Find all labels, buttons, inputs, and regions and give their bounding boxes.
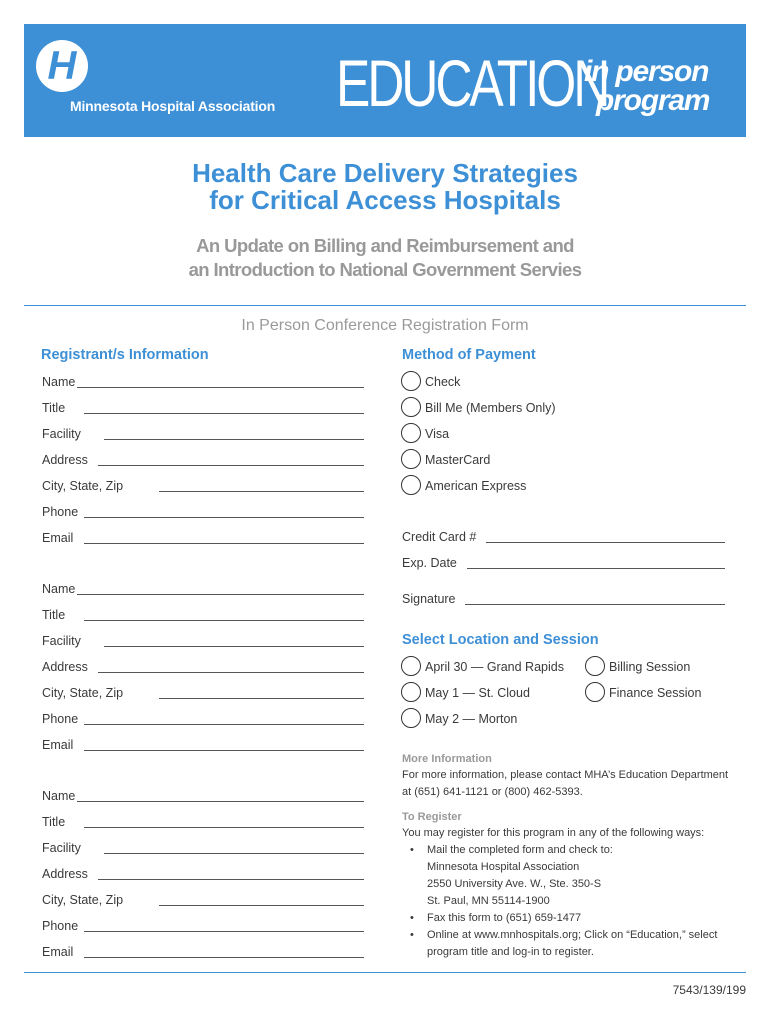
header-banner (24, 24, 746, 137)
exp-date-field[interactable] (467, 568, 725, 569)
payment-option-label: American Express (425, 479, 527, 493)
bullet-icon: • (410, 912, 414, 924)
program-wordmark: program (596, 84, 710, 117)
more-info-line-1: For more information, please contact MHA’s Education Department (402, 769, 729, 781)
registrant-1-address-label: Address (42, 453, 88, 467)
location-option-label: May 2 — Morton (425, 712, 518, 726)
registrant-1-address-field[interactable] (98, 465, 364, 466)
session-option-label: Billing Session (609, 660, 691, 674)
registrant-2-title-field[interactable] (84, 620, 364, 621)
register-address-line-1: Minnesota Hospital Association (427, 861, 580, 873)
registrant-3-facility-field[interactable] (104, 853, 364, 854)
registrant-3-title-label: Title (42, 815, 66, 829)
registrant-1-city-state-zip-field[interactable] (159, 491, 364, 492)
registrant-2-address-field[interactable] (98, 672, 364, 673)
more-info-line-2: at (651) 641-1121 or (800) 462-5393. (402, 786, 583, 798)
register-fax: Fax this form to (651) 659-1477 (427, 912, 582, 924)
signature-field[interactable] (465, 604, 725, 605)
registrant-3-address-field[interactable] (98, 879, 364, 880)
registrant-3-phone-field[interactable] (84, 931, 364, 932)
registrant-1-facility-label: Facility (42, 427, 81, 441)
bullet-icon: • (410, 929, 414, 941)
registrant-2-title-label: Title (42, 608, 66, 622)
credit-card-field[interactable] (486, 542, 725, 543)
registrant-2-email-field[interactable] (84, 750, 364, 751)
register-online-line-2: program title and log-in to register. (427, 946, 594, 958)
payment-option-label: MasterCard (425, 453, 491, 467)
registrant-2-city-state-zip-field[interactable] (159, 698, 364, 699)
registrant-1-title-label: Title (42, 401, 66, 415)
location-heading: Select Location and Session (402, 632, 599, 648)
in-person-wordmark: in person (584, 55, 709, 88)
payment-mastercard-radio[interactable] (401, 449, 421, 469)
registrant-3-address-label: Address (42, 867, 88, 881)
more-info-heading: More Information (402, 753, 492, 765)
org-name: Minnesota Hospital Association (70, 98, 276, 114)
document-number: 7543/139/199 (672, 983, 746, 997)
payment-option-label: Visa (425, 427, 450, 441)
registrant-3-name-label: Name (42, 789, 76, 803)
education-wordmark: EDUCATION (336, 46, 608, 120)
registrant-1-name-label: Name (42, 375, 76, 389)
payment-visa-radio[interactable] (401, 423, 421, 443)
registrant-3-email-field[interactable] (84, 957, 364, 958)
location-radio-2[interactable] (401, 682, 421, 702)
payment-american-express-radio[interactable] (401, 475, 421, 495)
session-option-label: Finance Session (609, 686, 702, 700)
register-heading: To Register (402, 811, 462, 823)
subtitle-line-2: an Introduction to National Government Servies (188, 259, 582, 280)
registrant-3-email-label: Email (42, 945, 74, 959)
registrant-3-city-state-zip-label: City, State, Zip (42, 893, 124, 907)
registrant-1-phone-label: Phone (42, 505, 79, 519)
signature-label: Signature (402, 592, 456, 606)
register-address-line-2: 2550 University Ave. W., Ste. 350-S (427, 878, 602, 890)
registrant-1-facility-field[interactable] (104, 439, 364, 440)
registrant-3-phone-label: Phone (42, 919, 79, 933)
registrant-1-email-field[interactable] (84, 543, 364, 544)
registrant-3-facility-label: Facility (42, 841, 81, 855)
bullet-icon: • (410, 844, 414, 856)
register-online-line-1: Online at www.mnhospitals.org; Click on “Education,” select (427, 929, 718, 941)
mha-logo-icon: H (36, 40, 88, 92)
registrant-2-city-state-zip-label: City, State, Zip (42, 686, 124, 700)
register-address-line-3: St. Paul, MN 55114-1900 (427, 895, 550, 907)
form-title: In Person Conference Registration Form (241, 317, 529, 334)
registrant-1-name-field[interactable] (77, 387, 364, 388)
registrants-heading: Registrant/s Information (41, 347, 209, 363)
registrant-1-email-label: Email (42, 531, 74, 545)
registrant-2-facility-field[interactable] (104, 646, 364, 647)
registrant-2-facility-label: Facility (42, 634, 81, 648)
registrant-2-name-label: Name (42, 582, 76, 596)
registrant-1-phone-field[interactable] (84, 517, 364, 518)
registrant-2-phone-label: Phone (42, 712, 79, 726)
payment-option-label: Check (425, 375, 461, 389)
exp-date-label: Exp. Date (402, 556, 457, 570)
page-title-line-1: Health Care Delivery Strategies (192, 158, 578, 188)
divider-top (24, 305, 746, 306)
credit-card-label: Credit Card # (402, 530, 477, 544)
registrant-3-city-state-zip-field[interactable] (159, 905, 364, 906)
session-radio-2[interactable] (585, 682, 605, 702)
registrant-2-name-field[interactable] (77, 594, 364, 595)
location-option-label: April 30 — Grand Rapids (425, 660, 564, 674)
registrant-3-title-field[interactable] (84, 827, 364, 828)
registrant-3-name-field[interactable] (77, 801, 364, 802)
registrant-2-email-label: Email (42, 738, 74, 752)
payment-check-radio[interactable] (401, 371, 421, 391)
registrant-2-phone-field[interactable] (84, 724, 364, 725)
location-option-label: May 1 — St. Cloud (425, 686, 530, 700)
location-radio-1[interactable] (401, 656, 421, 676)
register-intro: You may register for this program in any of the following ways: (402, 827, 705, 839)
payment-bill-me-members-only-radio[interactable] (401, 397, 421, 417)
payment-option-label: Bill Me (Members Only) (425, 401, 556, 415)
payment-heading: Method of Payment (402, 347, 536, 363)
registrant-2-address-label: Address (42, 660, 88, 674)
session-radio-1[interactable] (585, 656, 605, 676)
page-title-line-2: for Critical Access Hospitals (209, 185, 561, 215)
subtitle-line-1: An Update on Billing and Reimbursement and (196, 235, 574, 256)
divider-bottom (24, 972, 746, 973)
registrant-1-city-state-zip-label: City, State, Zip (42, 479, 124, 493)
registrant-1-title-field[interactable] (84, 413, 364, 414)
location-radio-3[interactable] (401, 708, 421, 728)
register-mail: Mail the completed form and check to: (427, 844, 613, 856)
